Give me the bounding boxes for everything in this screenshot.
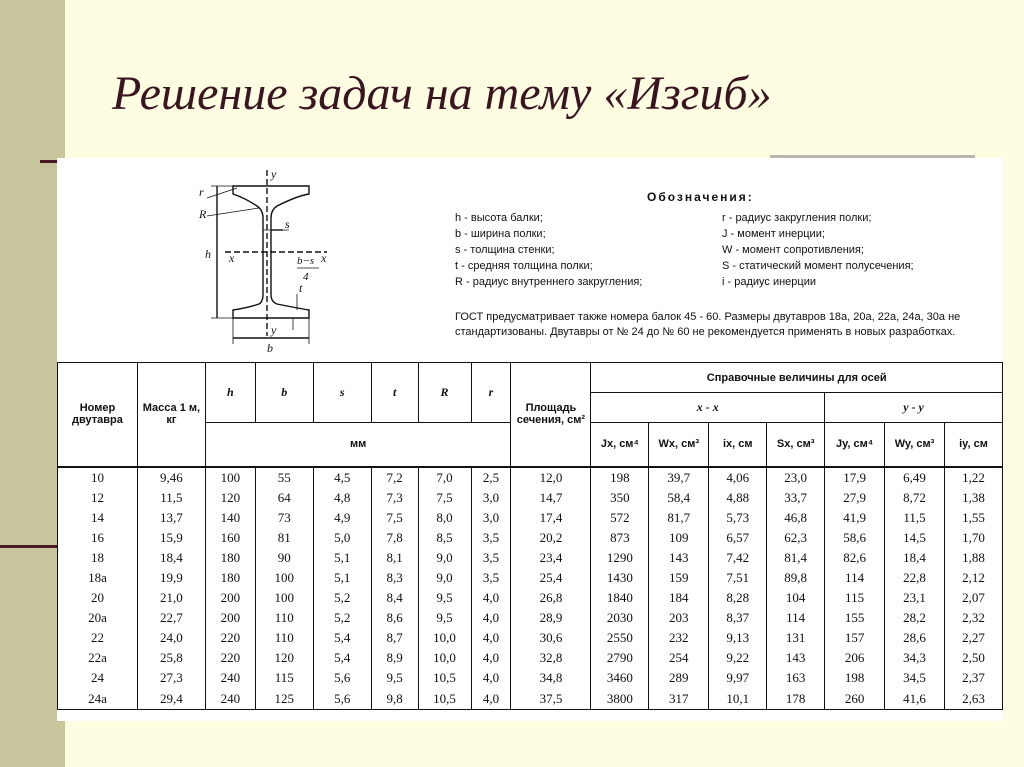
- table-cell: 7,5: [418, 488, 471, 508]
- legend-heading: Обозначения:: [647, 190, 754, 204]
- table-cell: 180: [205, 548, 255, 568]
- table-cell: 1430: [591, 568, 649, 588]
- header-h: h: [205, 363, 255, 423]
- header-jy: Jy, см⁴: [825, 423, 885, 467]
- legend-item: J - момент инерции;: [722, 228, 825, 240]
- table-row: [58, 668, 1003, 688]
- table-cell: 58,6: [825, 528, 885, 548]
- table-cell: 2790: [591, 648, 649, 668]
- header-ix: ix, см: [709, 423, 767, 467]
- table-cell: 30,6: [511, 628, 591, 648]
- header-wy: Wy, см³: [885, 423, 945, 467]
- table-cell: 25,8: [137, 648, 205, 668]
- table-cell: 28,6: [885, 628, 945, 648]
- table-cell: 9,0: [418, 568, 471, 588]
- table-cell: 110: [255, 628, 313, 648]
- table-cell: 163: [767, 668, 825, 688]
- table-row: [58, 568, 1003, 588]
- table-row: [58, 628, 1003, 648]
- table-cell: 14,5: [885, 528, 945, 548]
- table-body: [58, 467, 1003, 710]
- legend-item: r - радиус закругления полки;: [722, 212, 872, 224]
- table-cell: 46,8: [767, 508, 825, 528]
- table-row: [58, 588, 1003, 608]
- table-cell: 317: [649, 689, 709, 710]
- header-area: Площадь сечения, см²: [511, 363, 591, 467]
- table-cell: 73: [255, 508, 313, 528]
- table-cell: 1,88: [944, 548, 1002, 568]
- table-cell: 10,5: [418, 689, 471, 710]
- table-row: [58, 467, 1003, 488]
- table-cell: 5,2: [313, 608, 371, 628]
- table-cell: 81,4: [767, 548, 825, 568]
- table-cell: 81: [255, 528, 313, 548]
- legend-right-list: [722, 210, 914, 290]
- table-cell: 9,22: [709, 648, 767, 668]
- header-number: Номер двутавра: [58, 363, 138, 467]
- table-cell: 7,8: [371, 528, 418, 548]
- table-cell: 254: [649, 648, 709, 668]
- table-cell: 104: [767, 588, 825, 608]
- table-cell: 4,0: [471, 689, 511, 710]
- table-row: [58, 528, 1003, 548]
- header-iy: iy, см: [944, 423, 1002, 467]
- table-cell: 2,37: [944, 668, 1002, 688]
- table-cell: 5,0: [313, 528, 371, 548]
- table-cell: 10,5: [418, 668, 471, 688]
- table-cell: 9,8: [371, 689, 418, 710]
- table-cell: 12,0: [511, 467, 591, 488]
- table-cell: 200: [205, 588, 255, 608]
- table-cell: 18,4: [137, 548, 205, 568]
- table-cell: 10: [58, 467, 138, 488]
- table-cell: 5,2: [313, 588, 371, 608]
- table-cell: 22: [58, 628, 138, 648]
- table-cell: 2,32: [944, 608, 1002, 628]
- table-cell: 3,5: [471, 528, 511, 548]
- table-cell: 34,5: [885, 668, 945, 688]
- table-cell: 22а: [58, 648, 138, 668]
- table-cell: 16: [58, 528, 138, 548]
- legend-item: S - статический момент полусечения;: [722, 260, 914, 272]
- header-axis-y: y - y: [825, 393, 1003, 423]
- header-reference-values: Справочные величины для осей: [591, 363, 1003, 393]
- table-cell: 58,4: [649, 488, 709, 508]
- table-cell: 2550: [591, 628, 649, 648]
- table-cell: 100: [205, 467, 255, 488]
- legend-item: R - радиус внутреннего закругления;: [455, 276, 643, 288]
- table-cell: 3,5: [471, 568, 511, 588]
- table-cell: 62,3: [767, 528, 825, 548]
- table-cell: 4,9: [313, 508, 371, 528]
- table-cell: 4,06: [709, 467, 767, 488]
- table-cell: 100: [255, 588, 313, 608]
- table-cell: 184: [649, 588, 709, 608]
- table-cell: 9,5: [418, 608, 471, 628]
- table-cell: 17,9: [825, 467, 885, 488]
- table-cell: 34,3: [885, 648, 945, 668]
- table-cell: 5,1: [313, 568, 371, 588]
- header-t: t: [371, 363, 418, 423]
- table-cell: 220: [205, 648, 255, 668]
- table-cell: 8,6: [371, 608, 418, 628]
- i-beam-reference-sheet: [57, 158, 1003, 721]
- table-cell: 22,8: [885, 568, 945, 588]
- table-cell: 289: [649, 668, 709, 688]
- table-cell: 15,9: [137, 528, 205, 548]
- table-cell: 7,0: [418, 467, 471, 488]
- table-cell: 28,2: [885, 608, 945, 628]
- table-cell: 143: [767, 648, 825, 668]
- table-row: [58, 608, 1003, 628]
- table-cell: 8,1: [371, 548, 418, 568]
- table-cell: 6,57: [709, 528, 767, 548]
- table-cell: 3800: [591, 689, 649, 710]
- legend-item: i - радиус инерции: [722, 276, 816, 288]
- table-cell: 140: [205, 508, 255, 528]
- table-cell: 10,0: [418, 648, 471, 668]
- table-cell: 114: [767, 608, 825, 628]
- table-cell: 9,46: [137, 467, 205, 488]
- table-cell: 1,38: [944, 488, 1002, 508]
- table-cell: 198: [825, 668, 885, 688]
- i-beam-cross-section-diagram: [197, 168, 337, 353]
- table-cell: 10,0: [418, 628, 471, 648]
- table-cell: 115: [825, 588, 885, 608]
- header-r: r: [471, 363, 511, 423]
- table-cell: 198: [591, 467, 649, 488]
- table-cell: 2,27: [944, 628, 1002, 648]
- table-cell: 82,6: [825, 548, 885, 568]
- table-cell: 2,5: [471, 467, 511, 488]
- table-row: [58, 548, 1003, 568]
- table-cell: 33,7: [767, 488, 825, 508]
- table-cell: 23,4: [511, 548, 591, 568]
- table-cell: 6,49: [885, 467, 945, 488]
- table-cell: 1290: [591, 548, 649, 568]
- table-cell: 8,9: [371, 648, 418, 668]
- header-b: b: [255, 363, 313, 423]
- table-cell: 8,28: [709, 588, 767, 608]
- table-cell: 200: [205, 608, 255, 628]
- table-cell: 10,1: [709, 689, 767, 710]
- table-cell: 5,6: [313, 689, 371, 710]
- table-cell: 125: [255, 689, 313, 710]
- table-cell: 1840: [591, 588, 649, 608]
- slide-sidebar-band: [0, 0, 65, 767]
- table-cell: 26,8: [511, 588, 591, 608]
- table-cell: 20: [58, 588, 138, 608]
- table-cell: 2,63: [944, 689, 1002, 710]
- table-cell: 131: [767, 628, 825, 648]
- table-cell: 4,0: [471, 628, 511, 648]
- label-fraction-numerator: b−s: [297, 255, 315, 267]
- table-cell: 23,1: [885, 588, 945, 608]
- label-y-bottom: y: [271, 323, 277, 337]
- table-cell: 8,72: [885, 488, 945, 508]
- label-s: s: [285, 217, 290, 231]
- table-cell: 4,0: [471, 668, 511, 688]
- table-cell: 2,12: [944, 568, 1002, 588]
- legend-item: s - толщина стенки;: [455, 244, 555, 256]
- table-cell: 8,37: [709, 608, 767, 628]
- table-cell: 19,9: [137, 568, 205, 588]
- table-cell: 5,6: [313, 668, 371, 688]
- table-cell: 22,7: [137, 608, 205, 628]
- header-R: R: [418, 363, 471, 423]
- label-r: r: [199, 185, 204, 199]
- table-cell: 7,3: [371, 488, 418, 508]
- slide-title: Решение задач на тему «Изгиб»: [112, 67, 772, 120]
- table-cell: 109: [649, 528, 709, 548]
- table-cell: 55: [255, 467, 313, 488]
- table-cell: 81,7: [649, 508, 709, 528]
- table-cell: 7,2: [371, 467, 418, 488]
- table-cell: 220: [205, 628, 255, 648]
- table-cell: 4,0: [471, 588, 511, 608]
- table-row: [58, 508, 1003, 528]
- table-cell: 18: [58, 548, 138, 568]
- table-cell: 873: [591, 528, 649, 548]
- header-mass: Масса 1 м, кг: [137, 363, 205, 467]
- table-cell: 3,0: [471, 508, 511, 528]
- table-cell: 350: [591, 488, 649, 508]
- table-cell: 100: [255, 568, 313, 588]
- table-cell: 160: [205, 528, 255, 548]
- table-cell: 8,7: [371, 628, 418, 648]
- header-mm: мм: [205, 423, 511, 467]
- legend-item: b - ширина полки;: [455, 228, 546, 240]
- table-cell: 41,9: [825, 508, 885, 528]
- table-cell: 34,8: [511, 668, 591, 688]
- legend-item: t - средняя толщина полки;: [455, 260, 593, 272]
- table-cell: 572: [591, 508, 649, 528]
- table-cell: 115: [255, 668, 313, 688]
- table-cell: 32,8: [511, 648, 591, 668]
- header-wx: Wx, см³: [649, 423, 709, 467]
- legend-item: h - высота балки;: [455, 212, 543, 224]
- table-cell: 4,8: [313, 488, 371, 508]
- table-cell: 155: [825, 608, 885, 628]
- table-cell: 8,3: [371, 568, 418, 588]
- table-cell: 1,70: [944, 528, 1002, 548]
- table-cell: 23,0: [767, 467, 825, 488]
- table-cell: 5,4: [313, 648, 371, 668]
- table-cell: 21,0: [137, 588, 205, 608]
- table-cell: 90: [255, 548, 313, 568]
- table-cell: 5,4: [313, 628, 371, 648]
- table-cell: 5,1: [313, 548, 371, 568]
- table-cell: 11,5: [885, 508, 945, 528]
- table-cell: 14,7: [511, 488, 591, 508]
- table-cell: 14: [58, 508, 138, 528]
- table-cell: 2,50: [944, 648, 1002, 668]
- table-cell: 13,7: [137, 508, 205, 528]
- table-cell: 232: [649, 628, 709, 648]
- table-cell: 260: [825, 689, 885, 710]
- header-sx: Sx, см³: [767, 423, 825, 467]
- table-cell: 9,0: [418, 548, 471, 568]
- table-cell: 9,13: [709, 628, 767, 648]
- legend-item: W - момент сопротивления;: [722, 244, 864, 256]
- table-row: [58, 488, 1003, 508]
- legend-left-list: [455, 210, 642, 290]
- table-cell: 18а: [58, 568, 138, 588]
- table-cell: 120: [255, 648, 313, 668]
- table-cell: 64: [255, 488, 313, 508]
- table-cell: 41,6: [885, 689, 945, 710]
- table-cell: 8,0: [418, 508, 471, 528]
- table-cell: 24: [58, 668, 138, 688]
- table-cell: 29,4: [137, 689, 205, 710]
- table-cell: 9,5: [418, 588, 471, 608]
- table-cell: 24а: [58, 689, 138, 710]
- table-cell: 7,42: [709, 548, 767, 568]
- table-cell: 143: [649, 548, 709, 568]
- label-h: h: [205, 247, 211, 261]
- table-cell: 18,4: [885, 548, 945, 568]
- table-cell: 206: [825, 648, 885, 668]
- table-cell: 24,0: [137, 628, 205, 648]
- table-cell: 20,2: [511, 528, 591, 548]
- table-cell: 37,5: [511, 689, 591, 710]
- table-row: [58, 689, 1003, 710]
- table-cell: 203: [649, 608, 709, 628]
- table-cell: 2,07: [944, 588, 1002, 608]
- table-cell: 11,5: [137, 488, 205, 508]
- table-cell: 3460: [591, 668, 649, 688]
- table-cell: 110: [255, 608, 313, 628]
- header-jx: Jx, см⁴: [591, 423, 649, 467]
- i-beam-properties-table: [57, 362, 1003, 710]
- sidebar-rule: [0, 545, 57, 548]
- label-R: R: [199, 207, 207, 221]
- table-cell: 8,5: [418, 528, 471, 548]
- label-x-right: x: [321, 251, 327, 265]
- label-fraction-denominator: 4: [303, 271, 309, 283]
- table-cell: 9,97: [709, 668, 767, 688]
- table-cell: 8,4: [371, 588, 418, 608]
- label-b: b: [267, 341, 273, 353]
- table-cell: 114: [825, 568, 885, 588]
- header-s: s: [313, 363, 371, 423]
- table-cell: 3,5: [471, 548, 511, 568]
- table-cell: 4,88: [709, 488, 767, 508]
- table-cell: 3,0: [471, 488, 511, 508]
- table-row: [58, 648, 1003, 668]
- table-cell: 20а: [58, 608, 138, 628]
- table-cell: 120: [205, 488, 255, 508]
- table-cell: 27,3: [137, 668, 205, 688]
- table-cell: 4,0: [471, 648, 511, 668]
- table-cell: 4,0: [471, 608, 511, 628]
- table-cell: 1,55: [944, 508, 1002, 528]
- table-cell: 12: [58, 488, 138, 508]
- table-cell: 2030: [591, 608, 649, 628]
- table-cell: 7,51: [709, 568, 767, 588]
- table-cell: 89,8: [767, 568, 825, 588]
- table-cell: 157: [825, 628, 885, 648]
- table-cell: 159: [649, 568, 709, 588]
- table-cell: 240: [205, 689, 255, 710]
- table-cell: 5,73: [709, 508, 767, 528]
- table-cell: 39,7: [649, 467, 709, 488]
- table-cell: 178: [767, 689, 825, 710]
- table-cell: 28,9: [511, 608, 591, 628]
- table-cell: 240: [205, 668, 255, 688]
- header-axis-x: x - x: [591, 393, 825, 423]
- table-cell: 9,5: [371, 668, 418, 688]
- table-cell: 25,4: [511, 568, 591, 588]
- label-y-top: y: [271, 168, 277, 181]
- table-cell: 17,4: [511, 508, 591, 528]
- label-t: t: [299, 281, 303, 295]
- table-cell: 1,22: [944, 467, 1002, 488]
- label-x-left: x: [229, 251, 235, 265]
- table-cell: 180: [205, 568, 255, 588]
- gost-note: ГОСТ предусматривает также номера балок 45 - 60. Размеры двутавров 18а, 20а, 22а, 24а, 30а не стандартизованы. Двутавры от № 24 до № 60 не рекомендуется применять в новых разработках.: [455, 311, 961, 338]
- table-cell: 4,5: [313, 467, 371, 488]
- table-cell: 27,9: [825, 488, 885, 508]
- table-cell: 7,5: [371, 508, 418, 528]
